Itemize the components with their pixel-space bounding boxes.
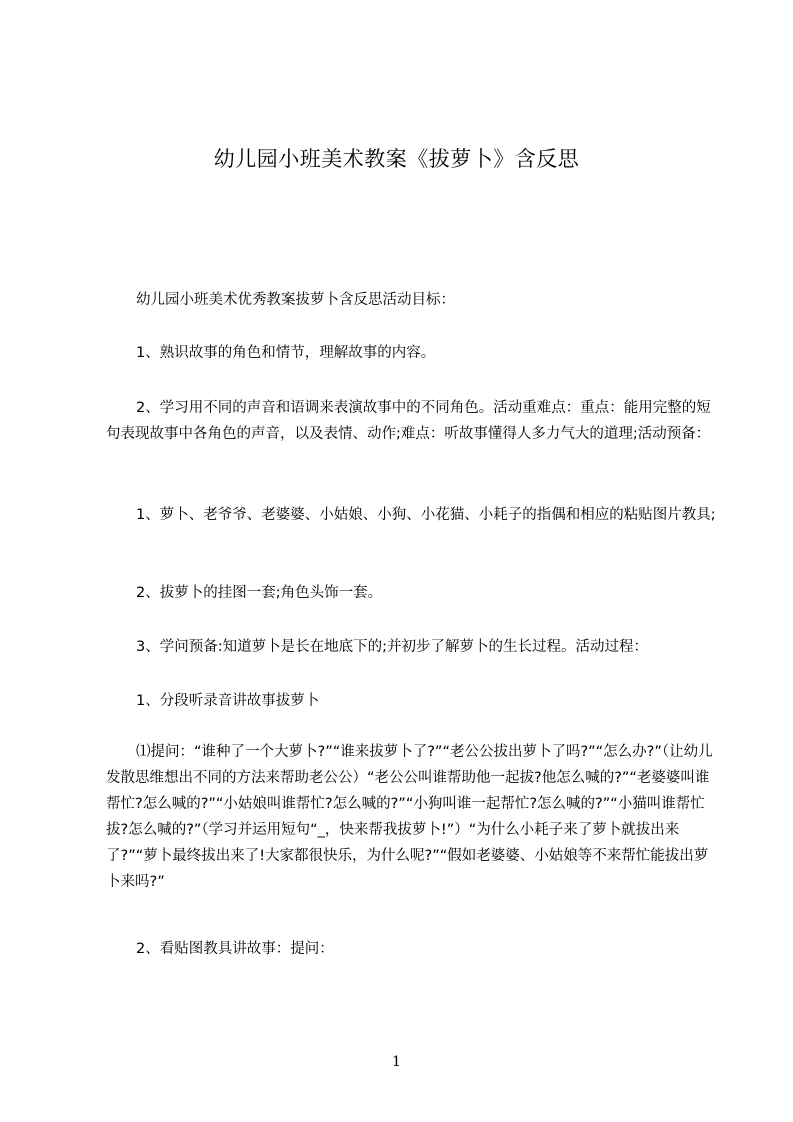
page-number: 1	[392, 1054, 401, 1070]
paragraph-goal-1: 1、熟识故事的角色和情节，理解故事的内容。	[136, 345, 436, 361]
paragraph-questions: ⑴提问：“谁种了一个大萝卜?”“谁来拔萝卜了?”“老公公拔出萝卜了吗?”“怎么办?”（让幼儿发散思维想出不同的方法来帮助老公公）“老公公叫谁帮助他一起拔?他怎么喊的?”“老婆婆叫谁帮忙?怎么喊的?”“小姑娘叫谁帮忙?怎么喊的?”“小狗叫谁一起帮忙?怎么喊的?”“小猫叫谁帮忙拔?怎么喊的?”（学习并运用短句“_，快来帮我拔萝卜!”）“为什么小耗子来了萝卜就拔出来了?”“萝卜最终拔出来了!大家都很快乐，为什么呢?”“假如老婆婆、小姑娘等不来帮忙能拔出萝卜来吗?”	[106, 744, 713, 890]
paragraph-process-2: 2、看贴图教具讲故事：提问：	[136, 941, 334, 957]
paragraph-prep-1: 1、萝卜、老爷爷、老婆婆、小姑娘、小狗、小花猫、小耗子的指偶和相应的粘贴图片教具;	[136, 507, 716, 523]
paragraph-prep-3: 3、学问预备:知道萝卜是长在地底下的;并初步了解萝卜的生长过程。活动过程：	[136, 639, 648, 655]
paragraph-goal-2: 2、学习用不同的声音和语调来表演故事中的不同角色。活动重难点：重点：能用完整的短句表现故事中各角色的声音，以及表情、动作;难点：听故事懂得人多力气大的道理;活动预备：	[106, 400, 711, 442]
paragraph-intro: 幼儿园小班美术优秀教案拔萝卜含反思活动目标：	[136, 292, 455, 308]
paragraph-process-1: 1、分段听录音讲故事拔萝卜	[136, 693, 320, 709]
paragraph-prep-2: 2、拔萝卜的挂图一套;角色头饰一套。	[136, 585, 383, 601]
document-title: 幼儿园小班美术教案《拔萝卜》含反思	[213, 147, 580, 171]
